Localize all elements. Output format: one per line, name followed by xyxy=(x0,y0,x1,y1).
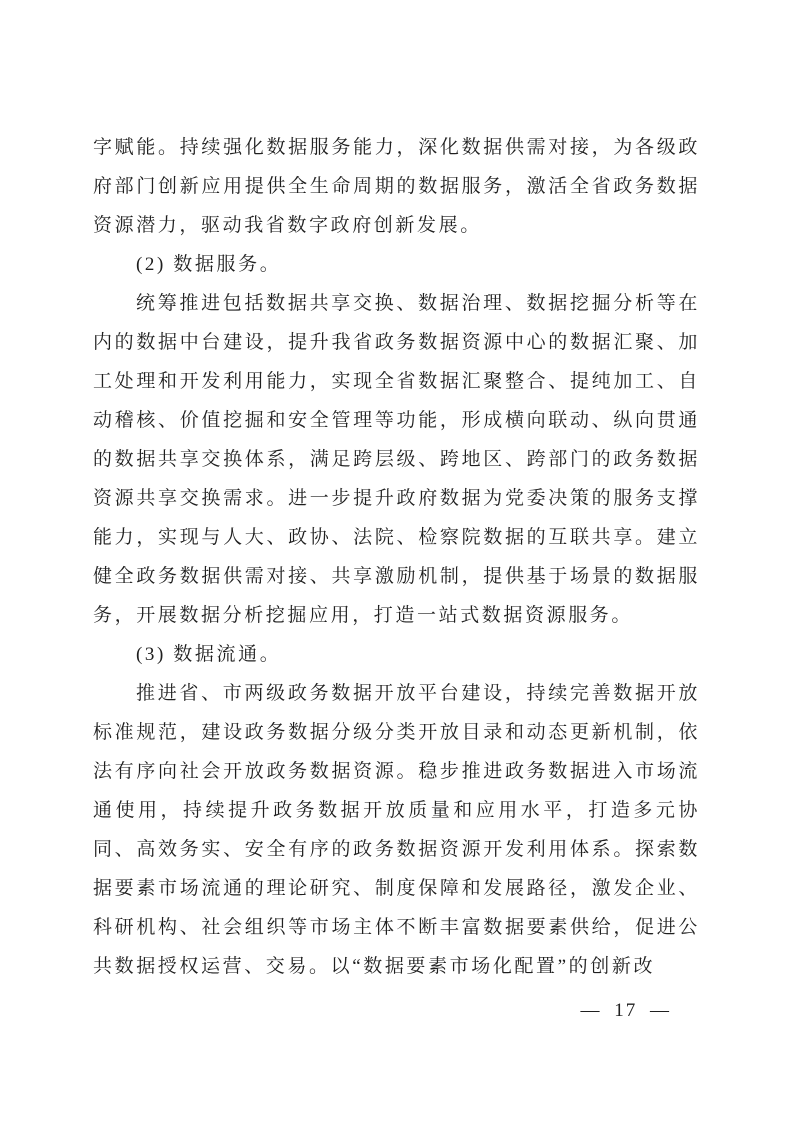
item-heading-data-services: (2) 数据服务。 xyxy=(136,254,282,275)
paragraph-data-circulation: 推进省、市两级政务数据开放平台建设，持续完善数据开放标准规范，建设政务数据分级分类开放目录和动态更新机制，依法有序向社会开放政务数据资源。稳步推进政务数据进入市场流通使用，持续提升政务数据开放质量和应用水平，打造多元协同、高效务实、安全有序的政务数据资源开发利用体系。探索数据要素市场流通的理论研究、制度保障和发展路径，激发企业、科研机构、社会组织等市场主体不断丰富数据要素供给，促进公共数据授权运营、交易。以“数据要素市场化配置”的创新改 xyxy=(93,683,700,977)
item-heading-data-circulation: (3) 数据流通。 xyxy=(136,644,282,665)
paragraph-continuation: 字赋能。持续强化数据服务能力，深化数据供需对接，为各级政府部门创新应用提供全生命周期的数据服务，激活全省政务数据资源潜力，驱动我省数字政府创新发展。 xyxy=(93,137,700,236)
paragraph-data-services: 统筹推进包括数据共享交换、数据治理、数据挖掘分析等在内的数据中台建设，提升我省政务数据资源中心的数据汇聚、加工处理和开发利用能力，实现全省数据汇聚整合、提纯加工、自动稽核、价值挖掘和安全管理等功能，形成横向联动、纵向贯通的数据共享交换体系，满足跨层级、跨地区、跨部门的政务数据资源共享交换需求。进一步提升政府数据为党委决策的服务支撑能力，实现与人大、政协、法院、检察院数据的互联共享。建立健全政务数据供需对接、共享激励机制，提供基于场景的数据服务，开展数据分析挖掘应用，打造一站式数据资源服务。 xyxy=(93,293,700,626)
document-body xyxy=(93,128,700,986)
page-number: — 17 — xyxy=(580,1000,671,1021)
